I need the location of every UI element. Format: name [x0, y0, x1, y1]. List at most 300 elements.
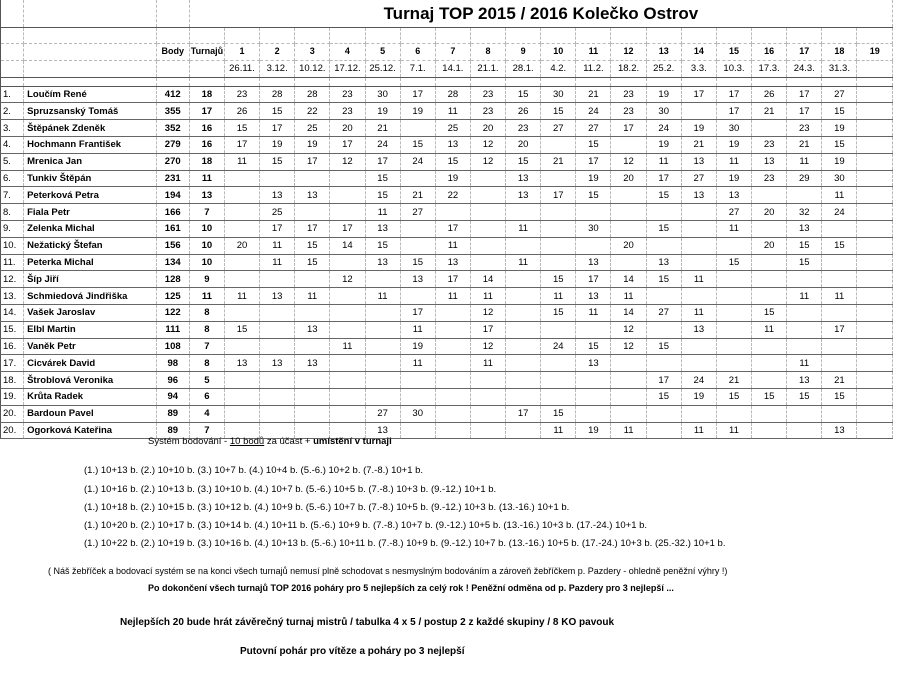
- score-cell: 22: [295, 103, 330, 120]
- score-cell: [752, 372, 787, 389]
- player-rank: 15.: [1, 321, 24, 338]
- score-cell: 15: [716, 254, 751, 271]
- score-cell: [330, 254, 365, 271]
- player-name: Zelenka Michal: [24, 220, 157, 237]
- score-cell: 21: [752, 103, 787, 120]
- player-points: 194: [156, 187, 189, 204]
- table-row: [1, 422, 893, 439]
- header-row: [1, 44, 893, 61]
- score-cell: 11: [435, 288, 470, 305]
- col-header-round: 10: [541, 44, 576, 61]
- score-cell: [752, 405, 787, 422]
- score-cell: [752, 120, 787, 137]
- score-cell: [400, 237, 435, 254]
- col-header-round: 6: [400, 44, 435, 61]
- score-cell: [435, 321, 470, 338]
- score-cell: 17: [435, 271, 470, 288]
- player-points: 98: [156, 355, 189, 372]
- player-name: Peterková Petra: [24, 187, 157, 204]
- score-cell: [470, 204, 505, 221]
- player-name: Vaněk Petr: [24, 338, 157, 355]
- player-points: 96: [156, 372, 189, 389]
- player-tournaments: 18: [189, 153, 224, 170]
- score-cell: 23: [611, 103, 646, 120]
- table-row: [1, 120, 893, 137]
- player-name: Ogorková Kateřina: [24, 422, 157, 439]
- score-cell: 15: [646, 388, 681, 405]
- score-cell: [330, 304, 365, 321]
- score-cell: [224, 372, 259, 389]
- score-cell: [752, 220, 787, 237]
- score-cell: 19: [400, 338, 435, 355]
- page-title: Turnaj TOP 2015 / 2016 Kolečko Ostrov: [189, 0, 892, 28]
- score-cell: 30: [576, 220, 611, 237]
- score-cell: [857, 254, 893, 271]
- player-name: Krůta Radek: [24, 388, 157, 405]
- player-tournaments: 9: [189, 271, 224, 288]
- player-points: 134: [156, 254, 189, 271]
- score-cell: 19: [646, 136, 681, 153]
- score-cell: [224, 254, 259, 271]
- score-cell: 23: [787, 120, 822, 137]
- score-cell: 15: [822, 237, 857, 254]
- score-cell: 15: [506, 86, 541, 103]
- score-cell: 21: [576, 86, 611, 103]
- score-cell: [857, 204, 893, 221]
- score-cell: 12: [611, 338, 646, 355]
- score-cell: [435, 204, 470, 221]
- player-rank: 12.: [1, 271, 24, 288]
- score-cell: [822, 355, 857, 372]
- score-cell: 13: [295, 355, 330, 372]
- table-row: [1, 372, 893, 389]
- score-cell: 21: [400, 187, 435, 204]
- player-tournaments: 7: [189, 204, 224, 221]
- score-cell: 24: [400, 153, 435, 170]
- player-tournaments: 18: [189, 86, 224, 103]
- score-cell: 12: [470, 136, 505, 153]
- player-name: Bardoun Pavel: [24, 405, 157, 422]
- score-cell: [716, 288, 751, 305]
- scoring-system-placement: umístění v turnaji: [313, 436, 392, 447]
- score-cell: 27: [365, 405, 400, 422]
- table-row: [1, 170, 893, 187]
- score-cell: [752, 288, 787, 305]
- score-cell: [295, 388, 330, 405]
- score-cell: 15: [295, 237, 330, 254]
- score-cell: [260, 304, 295, 321]
- score-cell: 19: [576, 170, 611, 187]
- player-tournaments: 11: [189, 170, 224, 187]
- score-cell: 13: [260, 187, 295, 204]
- score-cell: 15: [260, 103, 295, 120]
- score-cell: 15: [752, 388, 787, 405]
- score-cell: 15: [435, 153, 470, 170]
- table-row: [1, 237, 893, 254]
- score-cell: [365, 338, 400, 355]
- score-cell: 23: [752, 170, 787, 187]
- score-cell: 21: [822, 372, 857, 389]
- score-cell: 30: [646, 103, 681, 120]
- score-cell: 27: [576, 120, 611, 137]
- score-cell: 13: [822, 422, 857, 439]
- player-tournaments: 11: [189, 288, 224, 305]
- score-cell: 15: [822, 136, 857, 153]
- score-cell: 23: [506, 120, 541, 137]
- score-cell: 11: [506, 220, 541, 237]
- score-cell: [365, 321, 400, 338]
- score-cell: 15: [541, 103, 576, 120]
- score-cell: [330, 170, 365, 187]
- score-cell: 11: [681, 271, 716, 288]
- score-cell: 12: [611, 321, 646, 338]
- player-points: 156: [156, 237, 189, 254]
- score-cell: [857, 321, 893, 338]
- score-cell: 15: [752, 304, 787, 321]
- score-cell: 29: [787, 170, 822, 187]
- score-cell: [506, 237, 541, 254]
- score-cell: [330, 388, 365, 405]
- score-cell: 11: [822, 288, 857, 305]
- score-cell: [470, 422, 505, 439]
- scoring-line-5: (1.) 10+22 b. (2.) 10+19 b. (3.) 10+16 b. (4.) 10+13 b. (5.-6.) 10+11 b. (7.-8.) 10+9 b. (9.-12.) 10+7 b. (13.-16.) 10+5 b. (17.-24.) 10+3 b. (25.-32.) 10+1 b.: [84, 538, 726, 549]
- score-cell: [365, 355, 400, 372]
- score-cell: 13: [681, 321, 716, 338]
- score-cell: 28: [295, 86, 330, 103]
- player-rank: 13.: [1, 288, 24, 305]
- score-cell: [857, 372, 893, 389]
- score-cell: 23: [470, 86, 505, 103]
- score-cell: 25: [295, 120, 330, 137]
- player-name: Hochmann František: [24, 136, 157, 153]
- round-date: 28.1.: [506, 60, 541, 77]
- score-cell: 27: [822, 86, 857, 103]
- score-cell: 27: [646, 304, 681, 321]
- score-cell: 19: [646, 86, 681, 103]
- score-cell: [330, 372, 365, 389]
- score-cell: 15: [224, 321, 259, 338]
- score-cell: 17: [435, 220, 470, 237]
- score-cell: 15: [646, 338, 681, 355]
- player-rank: 4.: [1, 136, 24, 153]
- score-cell: 11: [681, 304, 716, 321]
- score-cell: [470, 388, 505, 405]
- player-points: 279: [156, 136, 189, 153]
- round-date: 24.3.: [787, 60, 822, 77]
- score-cell: [822, 220, 857, 237]
- score-cell: [470, 187, 505, 204]
- player-name: Schmiedová Jindřiška: [24, 288, 157, 305]
- score-cell: 25: [260, 204, 295, 221]
- col-header-round: 1: [224, 44, 259, 61]
- score-cell: 19: [716, 170, 751, 187]
- score-cell: [224, 170, 259, 187]
- score-cell: 21: [365, 120, 400, 137]
- player-tournaments: 17: [189, 103, 224, 120]
- score-cell: 20: [330, 120, 365, 137]
- score-cell: 11: [224, 288, 259, 305]
- player-name: Tunkiv Štěpán: [24, 170, 157, 187]
- score-cell: [681, 103, 716, 120]
- score-cell: 28: [260, 86, 295, 103]
- col-header-round: 11: [576, 44, 611, 61]
- score-cell: 13: [646, 254, 681, 271]
- score-cell: 21: [541, 153, 576, 170]
- player-rank: 6.: [1, 170, 24, 187]
- score-cell: 13: [576, 254, 611, 271]
- score-cell: [576, 321, 611, 338]
- score-cell: [330, 204, 365, 221]
- score-cell: 23: [470, 103, 505, 120]
- player-tournaments: 4: [189, 405, 224, 422]
- scoring-system-mid: za účast +: [264, 436, 314, 447]
- score-cell: 20: [224, 237, 259, 254]
- score-cell: 27: [716, 204, 751, 221]
- score-cell: [752, 338, 787, 355]
- score-cell: [752, 254, 787, 271]
- score-cell: 21: [716, 372, 751, 389]
- score-cell: [787, 338, 822, 355]
- score-cell: 26: [752, 86, 787, 103]
- player-tournaments: 7: [189, 422, 224, 439]
- round-date: 17.12.: [330, 60, 365, 77]
- col-header-round: 8: [470, 44, 505, 61]
- score-cell: [681, 288, 716, 305]
- score-cell: 11: [576, 304, 611, 321]
- scoring-line-1: (1.) 10+13 b. (2.) 10+10 b. (3.) 10+7 b. (4.) 10+4 b. (5.-6.) 10+2 b. (7.-8.) 10+1 b.: [84, 465, 424, 476]
- score-cell: 11: [506, 254, 541, 271]
- score-cell: [857, 237, 893, 254]
- table-row: [1, 103, 893, 120]
- score-cell: [576, 372, 611, 389]
- score-cell: [681, 237, 716, 254]
- col-header-round: 5: [365, 44, 400, 61]
- score-cell: 23: [330, 103, 365, 120]
- score-cell: [541, 321, 576, 338]
- round-date: 10.3.: [716, 60, 751, 77]
- scoring-system-points: 10 bodů: [229, 436, 265, 447]
- player-points: 89: [156, 422, 189, 439]
- score-cell: [365, 388, 400, 405]
- player-points: 166: [156, 204, 189, 221]
- score-cell: [857, 187, 893, 204]
- score-cell: [541, 254, 576, 271]
- player-rank: 20.: [1, 422, 24, 439]
- player-tournaments: 8: [189, 355, 224, 372]
- score-cell: 12: [611, 153, 646, 170]
- player-rank: 3.: [1, 120, 24, 137]
- score-cell: 32: [787, 204, 822, 221]
- score-cell: [435, 372, 470, 389]
- score-cell: [400, 372, 435, 389]
- score-cell: [400, 422, 435, 439]
- score-cell: 15: [822, 388, 857, 405]
- score-cell: 17: [787, 86, 822, 103]
- score-cell: 11: [541, 288, 576, 305]
- score-cell: 17: [400, 304, 435, 321]
- score-cell: 23: [330, 86, 365, 103]
- score-cell: [716, 271, 751, 288]
- player-points: 111: [156, 321, 189, 338]
- table-row: [1, 405, 893, 422]
- col-header-round: 9: [506, 44, 541, 61]
- score-cell: [541, 136, 576, 153]
- score-cell: [716, 304, 751, 321]
- score-cell: [365, 271, 400, 288]
- score-cell: 17: [506, 405, 541, 422]
- score-cell: 12: [330, 153, 365, 170]
- score-cell: [646, 288, 681, 305]
- score-cell: 19: [435, 170, 470, 187]
- score-cell: [611, 220, 646, 237]
- score-cell: [224, 405, 259, 422]
- score-cell: [435, 304, 470, 321]
- score-cell: 19: [365, 103, 400, 120]
- player-name: Spruzsanský Tomáš: [24, 103, 157, 120]
- round-date: 14.1.: [435, 60, 470, 77]
- score-cell: [716, 237, 751, 254]
- score-cell: 26: [506, 103, 541, 120]
- score-cell: 11: [330, 338, 365, 355]
- score-cell: 21: [787, 136, 822, 153]
- score-cell: [857, 153, 893, 170]
- score-cell: [857, 338, 893, 355]
- scoring-system-line: [148, 436, 392, 447]
- score-cell: [576, 388, 611, 405]
- scoring-system-prefix: Systém bodování -: [148, 436, 230, 447]
- score-cell: 17: [716, 103, 751, 120]
- score-cell: [752, 355, 787, 372]
- player-rank: 11.: [1, 254, 24, 271]
- score-cell: 15: [541, 271, 576, 288]
- score-cell: [541, 204, 576, 221]
- score-cell: 21: [681, 136, 716, 153]
- score-cell: 17: [224, 136, 259, 153]
- score-cell: [365, 304, 400, 321]
- table-row: [1, 321, 893, 338]
- player-tournaments: 16: [189, 136, 224, 153]
- score-cell: 27: [681, 170, 716, 187]
- score-cell: 11: [260, 237, 295, 254]
- score-cell: [857, 355, 893, 372]
- col-header-round: 17: [787, 44, 822, 61]
- table-row: [1, 136, 893, 153]
- score-cell: [646, 405, 681, 422]
- score-cell: [681, 405, 716, 422]
- score-cell: [822, 254, 857, 271]
- col-header-round: 13: [646, 44, 681, 61]
- score-cell: [506, 271, 541, 288]
- score-cell: 13: [681, 153, 716, 170]
- score-cell: 15: [541, 304, 576, 321]
- dates-row: [1, 60, 893, 77]
- score-cell: [576, 405, 611, 422]
- player-name: Cicvárek David: [24, 355, 157, 372]
- score-cell: [506, 422, 541, 439]
- round-date: 31.3.: [822, 60, 857, 77]
- score-cell: [400, 288, 435, 305]
- score-cell: [857, 405, 893, 422]
- score-cell: 17: [400, 86, 435, 103]
- player-points: 352: [156, 120, 189, 137]
- table-row: [1, 271, 893, 288]
- table-row: [1, 220, 893, 237]
- score-cell: [224, 220, 259, 237]
- score-cell: [787, 321, 822, 338]
- score-cell: 24: [681, 372, 716, 389]
- score-cell: [611, 254, 646, 271]
- player-points: 89: [156, 405, 189, 422]
- player-tournaments: 5: [189, 372, 224, 389]
- score-cell: 11: [470, 355, 505, 372]
- score-cell: [295, 372, 330, 389]
- score-cell: [646, 237, 681, 254]
- score-cell: [260, 388, 295, 405]
- score-cell: 13: [576, 355, 611, 372]
- score-cell: 11: [787, 355, 822, 372]
- score-cell: 19: [260, 136, 295, 153]
- score-cell: 17: [295, 153, 330, 170]
- player-points: 161: [156, 220, 189, 237]
- score-cell: 19: [822, 120, 857, 137]
- spacer-row: [1, 77, 893, 86]
- score-cell: [224, 187, 259, 204]
- score-cell: 11: [435, 103, 470, 120]
- score-cell: 14: [470, 271, 505, 288]
- round-date: 3.3.: [681, 60, 716, 77]
- table-row: [1, 86, 893, 103]
- score-cell: 17: [716, 86, 751, 103]
- score-cell: [470, 220, 505, 237]
- score-cell: [224, 338, 259, 355]
- score-cell: [435, 355, 470, 372]
- score-cell: [857, 304, 893, 321]
- score-cell: 19: [681, 388, 716, 405]
- round-date: 26.11.: [224, 60, 259, 77]
- player-tournaments: 6: [189, 388, 224, 405]
- score-cell: [822, 271, 857, 288]
- score-cell: 11: [400, 321, 435, 338]
- score-cell: 24: [365, 136, 400, 153]
- score-cell: 12: [470, 338, 505, 355]
- player-tournaments: 7: [189, 338, 224, 355]
- score-cell: [260, 321, 295, 338]
- col-header-round: 18: [822, 44, 857, 61]
- score-cell: [787, 271, 822, 288]
- score-cell: 19: [681, 120, 716, 137]
- score-cell: 13: [365, 254, 400, 271]
- score-cell: [681, 254, 716, 271]
- score-cell: 19: [295, 136, 330, 153]
- player-rank: 1.: [1, 86, 24, 103]
- score-cell: [646, 204, 681, 221]
- score-cell: [470, 254, 505, 271]
- score-cell: 19: [822, 153, 857, 170]
- score-cell: 11: [681, 422, 716, 439]
- player-name: Vašek Jaroslav: [24, 304, 157, 321]
- score-cell: [787, 304, 822, 321]
- score-cell: 11: [365, 288, 400, 305]
- score-cell: 11: [716, 153, 751, 170]
- table-row: [1, 304, 893, 321]
- score-cell: [857, 170, 893, 187]
- round-date: 7.1.: [400, 60, 435, 77]
- score-cell: 13: [295, 321, 330, 338]
- score-cell: 20: [752, 204, 787, 221]
- score-cell: 15: [365, 237, 400, 254]
- score-cell: [330, 187, 365, 204]
- score-cell: [400, 388, 435, 405]
